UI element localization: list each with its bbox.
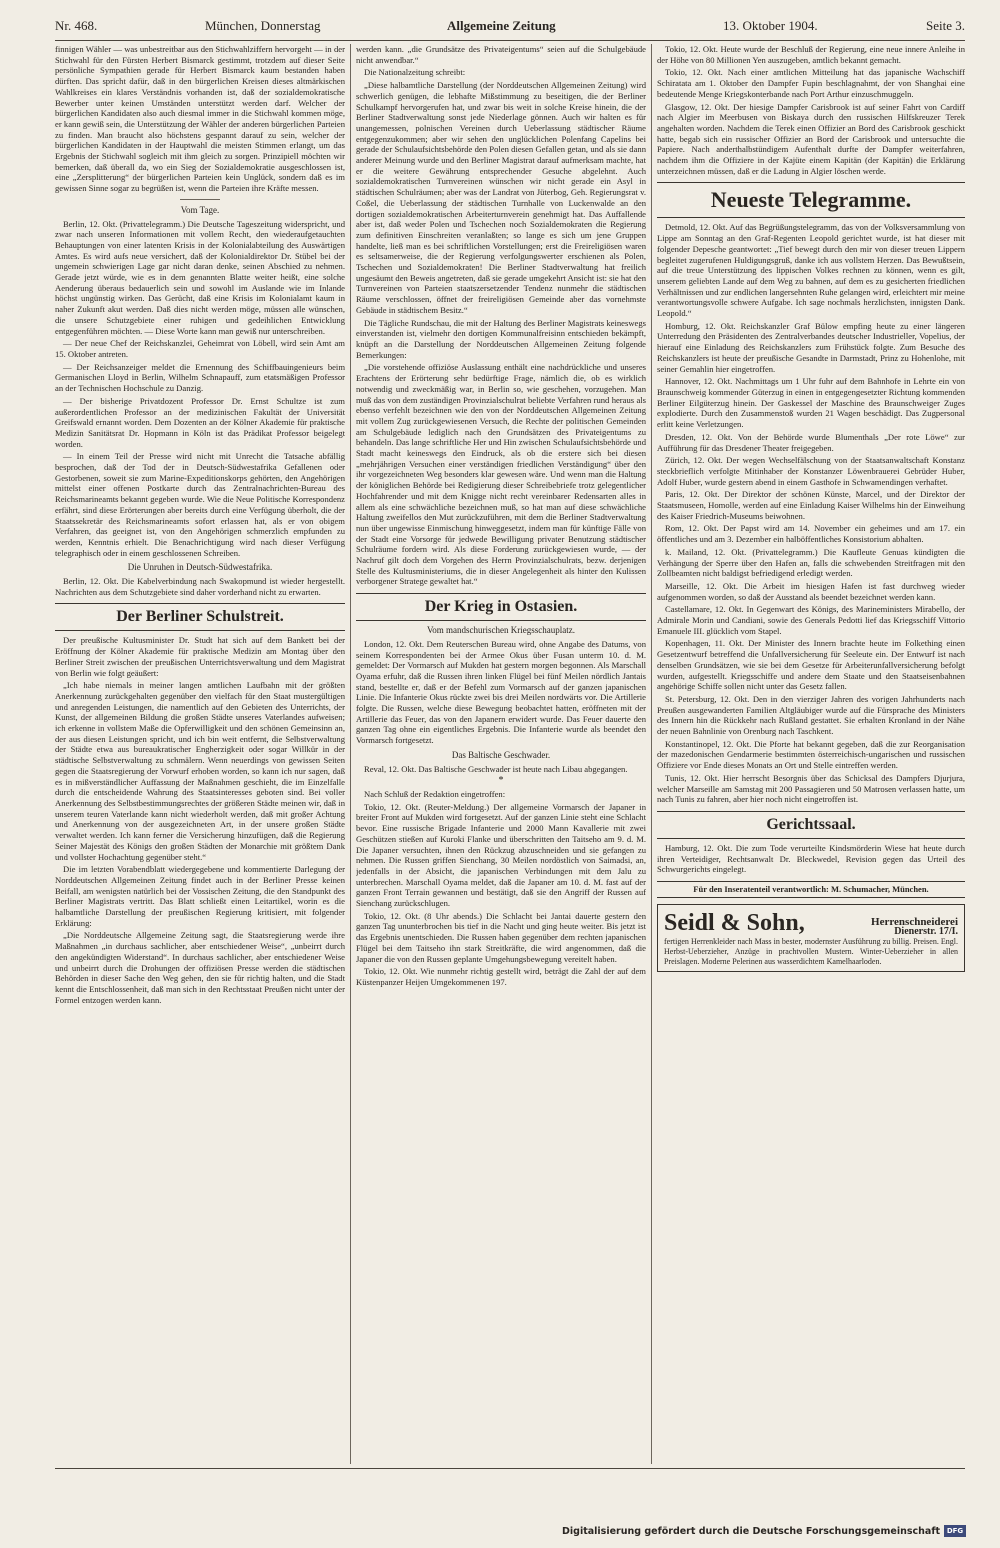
article-text: Tokio, 12. Okt. Heute wurde der Beschluß der Regierung, eine neue innere Anleihe in der Höhe von 80 Millionen Yen auszugeben, amtlich bekannt gemacht. [657,44,965,65]
dfg-logo: DFG [944,1525,966,1537]
article-text: Nach Schluß der Redaktion eingetroffen: [364,789,506,799]
issue-number: Nr. 468. [55,18,98,33]
article-text: Rom, 12. Okt. Der Papst wird am 14. November ein geheimes und am 17. ein öffentliches und am 3. Dezember ein halböffentliches Konsistorium abhalten. [657,523,965,545]
asterisk-divider: * [498,775,504,787]
column-1 [55,44,345,1464]
section-headline: Neueste Telegramme. [657,182,965,218]
article-text: Homburg, 12. Okt. Reichskanzler Graf Bülow empfing heute zu einer längeren Unterredung den Präsidenten des Zentralverbandes deutscher Industrieller, Vopelius, der hierauf eine Einladung des Reichskanzlers zum Frühstück folgte. Zum Besuche des Reichskanzlers ist heute der preußische Gesandte in Darmstadt, Prinz zu Hohenlohe, mit seiner Gemahlin hier eingetroffen. [657,320,965,374]
column-3 [657,44,965,1464]
article-text: Der preußische Kultusminister Dr. Studt hat sich auf dem Bankett bei der Eröffnung der Kölner Akademie für praktische Medizin am Montag über den Berliner Streit zwischen der preußischen Unterrichtsverwaltung und dem Magistrat von Berlin wie folgt geäußert: [55,635,345,678]
article-text: Tokio, 12. Okt. (Reuter-Meldung.) Der allgemeine Vormarsch der Japaner in breiter Front auf Mukden wird fortgesetzt. Auf der ganzen Linie steht eine Schlacht bevor. Eine russische Brigade Infanterie und 2000 Mann Kavallerie mit zwei Geschützen stießen auf Kuroki Flanke und überschritten den Taitseho am 9. d. M. Die Japaner versuchten, ihnen den Rückzug abzuschneiden und sie gefangen zu nehmen. Die Russen griffen Sienchang, 30 Meilen nordöstlich von Saimadsi, an, jedenfalls in der Absicht, die japanischen Verbindungen mit dem Jalu zu unterbrechen. Marschall Oyama meldet, daß die Japaner am 10. d. M. fast auf der ganzen Front Terrain gewannen und bestätigt, daß sie den Angriff der Russen auf Sienchang zurückschlugen. [356,801,646,909]
section-subheading: Vom mandschurischen Kriegsschauplatz. [426,625,576,636]
article-text: Reval, 12. Okt. Das Baltische Geschwader ist heute nach Libau abgegangen. [364,763,628,774]
footer-rule [55,1468,965,1469]
section-heading: Vom Tage. [180,204,220,215]
place-date: München, Donnerstag [205,18,321,33]
article-text: „Ich habe niemals in meiner langen amtlichen Laufbahn mit der größten Anerkennung zurückgehalten gegenüber den vielfach für den Staat mustergültigen und anregenden Leistungen, die namentlich auf den Gebieten des Unterrichts, der Kunst, der allgemeinen Bildung die großen Städte unseres Vaterlandes aufweisen; ich erkenne in vollstem Maße die Opferwilligkeit und den schönen Gemeinsinn an, der aus diesen Leistungen spricht, und ich bin weit entfernt, die Selbstverwaltung der Städte etwa aus bureaukratischer Engherzigkeit oder sogar Willkür in der städtische Selbstverwaltung zu schmälern. Wenn neuerdings von gewissen Seiten gegen die Staatsregierung der Vorwurf erhoben worden, so kann ich nur sagen, daß es in mißverständlicher Auffassung der Maßnahmen geschieht, die im Einzelfalle durch die entscheidende Wahrung des Staatsinteresses geboten sind. Bei voller Anerkennung des Selbstbestimmungsrechtes der größeren Städte meinen wir, daß in unserem teuren Vaterlande kann nicht wiederholt werden, daß mit großer Achtung und Anerkennung von der ausgezeichneten Art, in der unsere großen Städte verwaltet werden. Ich kann ferner die Versicherung hinzufügen, daß die Regierung Seiner Majestät des Königs den großen Städten der Monarchie mit größtem Dank und vollster Hochachtung gegenüber steht.“ [55,680,345,862]
responsible-editor-line: Für den Inseratenteil verantwortlich: M. Schumacher, München. [657,881,965,898]
article-text: London, 12. Okt. Dem Reuterschen Bureau wird, ohne Angabe des Datums, von seinem Korrespondenten bei der Armee Okus über Fusan unterm 10. d. M. gemeldet: Der Vormarsch auf Mukden hat gestern morgen begonnen. Als Marschall Oyama erfuhr, daß die Russen ihren linken Flügel bei fünf Meilen nördlich Jantais stand, bestellte er, daß er der Befehl zum Vormarsch auf der ganzen japanischen Linie. Die Infanterie Okus rückte zwei bis drei Meilen nordwärts vor. Die Artillerie folgte. Die Russen, welche diese Bewegung beobachtet hatten, eröffneten mit der Artillerie das Feuer, das von den Japanern erwidert wurde. Das Feuer dauerte den ganzen Tag ohne ein eigentliches Ergebnis. Die Infanterie wurde als beendet den Vormarsch fortgesetzt. [356,638,646,746]
article-text: Tokio, 12. Okt. (8 Uhr abends.) Die Schlacht bei Jantai dauerte gestern den ganzen Tag ununterbrochen bis tief in die Nacht und ging heute weiter. Bis jetzt ist das Ergebnis unentschieden. Die Russen haben gegenüber dem rechten japanischen Flügel bei dem Taitseho ihn stark Streitkräfte, die wird angenommen, daß die Japaner die von den Russen geplante Umgehungsbewegung vereitelt haben. [356,910,646,964]
page-number: Seite 3. [926,18,965,33]
article-text: werden kann. „die Grundsätze des Privateigentums“ seien auf die Schulgebäude nicht anwendbar.“ [356,44,646,65]
article-text: Castellamare, 12. Okt. In Gegenwart des Königs, des Marineministers Mirabello, der Admirale Morin und Candiani, sowie des Generals Pedotti lief das Kriegsschiff Vittorio Emanuele III. glücklich vom Stapel. [657,604,965,636]
page-header [55,16,965,38]
article-text: Glasgow, 12. Okt. Der hiesige Dampfer Carisbrook ist auf seiner Fahrt von Cardiff nach Algier im Meerbusen von Biskaya durch den russischen Hilfskreuzer Terek angehalten worden. Nachdem die Terek einen Offizier an Bord des Carisbrook geschickt hatte, begab sich ein russischer Offizier an Bord der Carisbrook und untersuchte die Papiere. Nach anderthalbstündigem Aufenthalt durfte der Dampfer weiterfahren, nachdem ihm die Offiziere in der Kajüte einem Kapitän (der Kapitän) die Erklärung unterzeichnen müssen, daß er die Ladung in Algier löschen werde. [657,101,965,176]
article-text: Kopenhagen, 11. Okt. Der Minister des Innern brachte heute im Folkething einen Gesetzentwurf betreffend die Unfallversicherung für Seeleute ein. Der Entwurf ist nach denselben Grundsätzen, wie sie bei dem Gesetze für Arbeiterunfallversicherung befolgt wurden, aufgestellt. Kriegsschiffe und andere dem Staate und den Staatseisenbahnen angehörige Schiffe sollen nicht unter das Gesetz fallen. [657,638,965,692]
article-text: — Der neue Chef der Reichskanzlei, Geheimrat von Löbell, wird sein Amt am 15. Oktober antreten. [55,338,345,359]
article-text: — Der bisherige Privatdozent Professor Dr. Ernst Schultze ist zum außerordentlichen Professor an der medizinischen Fakultät der Universität Greifswald ernannt worden. Dem Dozenten an der Kölner Akademie für praktische Medizin Sanitätsrat Dr. Hopmann in Köln ist das Prädikat Professor beigelegt worden. [55,395,345,449]
column-rule [651,44,652,1464]
article-text: Dresden, 12. Okt. Von der Behörde wurde Blumenthals „Der rote Löwe“ zur Aufführung für das Dresdener Theater freigegeben. [657,431,965,453]
article-text: Berlin, 12. Okt. Die Kabelverbindung nach Swakopmund ist wieder hergestellt. Nachrichten aus dem Schutzgebiete sind daher vorderhand nicht zu erwarten. [55,576,345,597]
section-headline: Gerichtssaal. [657,811,965,839]
column-rule [350,44,351,1464]
article-text: Berlin, 12. Okt. (Privattelegramm.) Die Deutsche Tageszeitung widerspricht, und zwar nach unseren Informationen mit vollem Recht, den wiederaufgetauchten Behauptungen von einer latenten Krisis in der Kolonialabteilung des Auswärtigen Amtes. Es wird aufs neue versichert, daß der Kolonialdirektor Dr. Stübel bei der ungemein schwierigen Lage gar nicht daran denke, seinen Abschied zu nehmen. Gerade jetzt würde, wie es in dem genannten Blatte weiter heißt, eine solche Aenderung überaus bedauerlich sein und sowohl im Auslande wie im Inlande höchst ungünstig wirken. Das Gerücht, daß eine Krisis im Kolonialamt kaum in naher Zukunft akut werden. Daß dies nicht werden möge, müssen alle wünschen, die unsere Schutzgebiete einer ruhigen und gedeihlichen Entwicklung entgegenführen möchten. — Diese Worte kann man gewiß nur unterschreiben. [55,218,345,336]
article-text: „Diese halbamtliche Darstellung (der Norddeutschen Allgemeinen Zeitung) wird schwerlich genügen, die lebhafte Mißstimmung zu beseitigen, die der Berliner Schulkampf hervorgerufen hat, und zwar bis weit in solche Kreise hinein, die der Berliner Stadtverwaltung sonst jede Niederlage gönnen. Auch wir halten es für unangemessen, polnischen Vereinen durch Ueberlassung städtischer Räume entgegenzukommen; aber wir sehen den unglücklichen Polenfang Capelins bei gerade der Schulaufsichtsbehörde den Polen diesen Gefallen getan, und als sie dann anderer Meinung wurde und den Berliner Magistrat darauf aufmerksam machte, hat er die weitere Gewährung entsprechender Gesuche abgelehnt. Auch sozialdemokratischen Turnvereinen wünschen wir nicht gerade ein Asyl in städtischen Schulräumen; aber was der Landrat von Jüterbog, Geh. Regierungsrat v. Coßel, die Ueberlassung der städtischen Turnhalle von Luckenwalde an den dortigen sozialdemokratischen Arbeiterturnverein genehmigt hat. Das Auffallende aber ist, daß weder Polen und Tschechen noch Sozialdemokraten die Regierung zum definitiven Einschreiten veranlaßten; so lange es sich um jene Gruppen handelte, ließ man es bei schriftlichen Vorstellungen; erst die Freireligiösen waren es seltsamerweise, die der Regierung verfolgungswerter erschienen als Polen, Tschechen und Sozialdemokraten! Die Berliner Stadtverwaltung hat freilich ungesäumt den Beweis angetreten, daß sie gerade umgekehrt Ansicht ist: sie hat den Turnvereinen von Parteien staatszersetzender Tendenz nunmehr die städtischen Räume verschlossen, öffnet der freireligiösen Gemeinde aber das vornehmste Gebäude in städtischem Besitz.“ [356,80,646,315]
article-text: finnigen Wähler — was unbestreitbar aus den Stichwahlziffern hervorgeht — in der Stichwahl für den Fürsten Herbert Bismarck gestimmt, trotzdem auf dieser Seite persönliche Sympathien gerade für Herbert Bismarck kaum bestanden haben dürften. Das spricht dafür, daß in den bürgerlichen Kreisen dieses altmärkischen Wahlkreises ein klares Verständnis vorhanden ist, daß der sozialdemokratische Bewerber unter keinen Umständen unterstützt werden darf. Welcher der bürgerlichen Kandidaten also auch diesmal immer in die Stichwahl kommen möge, er kann gewiß sein, die Unterstützung der Wähler der anderen bürgerlichen Parteien zu finden. Man braucht also höchstens gespannt darauf zu sein, welcher der bürgerlichen Kandidaten in der Hauptwahl die meisten Stimmen erlangt, um das Ergebnis der Stichwahl sogleich mit ihm gleich zu sorgen. Prinzipiell möchten wir bemerken, daß überall da, wo ein Sieg der Sozialdemokratie ausgeschlossen ist, eine „Zersplitterung“ der bürgerlichen Parteien kein Unglück, sondern daß es im gewissen Sinne sogar zu begrüßen ist, wenn die Parteien ihre Kräfte messen. [55,44,345,194]
article-text: Paris, 12. Okt. Der Direktor der schönen Künste, Marcel, und der Direktor der Staatsmuseen, Homolle, werden auf eine Einladung Kaiser Wilhelms hin der Einweihung des Kaiser Friedrich-Museums beiwohnen. [657,489,965,521]
advertisement-text: fertigen Herrenkleider nach Mass in bester, modernster Ausführung zu billig. Preisen. Engl. Herbst-Ueberzieher, Anzüge in prachtvollen Mustern. Winter-Ueberzieher in allen Preislagen. Moderne Pelerinen aus wasserdichtem Kamelhaarloden. [664,936,958,966]
dfg-footer [562,1524,966,1540]
separator [180,199,220,200]
article-text: Die Tägliche Rundschau, die mit der Haltung des Berliner Magistrats keineswegs einverstanden ist, vielmehr den dortigen Kommunalfreisinn entschieden bekämpft, knüpft an die Darstellung der Norddeutschen Allgemeinen Zeitung folgende Bemerkungen: [356,317,646,360]
newspaper-title: Allgemeine Zeitung [447,18,556,33]
section-headline: Der Krieg in Ostasien. [356,593,646,621]
advertiser-name: Seidl & Sohn, [664,909,805,936]
article-text: St. Petersburg, 12. Okt. Den in den vierziger Jahren des vorigen Jahrhunderts nach Preußen ausgewanderten Familien Altgläubiger wurde auf die Fürsprache des Ministers des Innern hin die Rückkehr nach Rußland gestattet. Sie erhalten Kronland in der Nähe der neuen Bahnlinie von Orenburg nach Taschkent. [657,693,965,737]
section-headline: Der Berliner Schulstreit. [55,603,345,631]
funding-note: Digitalisierung gefördert durch die Deutsche Forschungsgemeinschaft [562,1526,940,1537]
article-text: Marseille, 12. Okt. Die Arbeit im hiesigen Hafen ist fast durchweg wieder aufgenommen worden, so daß der Ausstand als beendet bezeichnet werden kann. [657,580,965,602]
article-text: k. Mailand, 12. Okt. (Privattelegramm.) Die Kaufleute Genuas kündigten die Verhängung der Sperre über den Hafen an, falls die schwebenden Streitfragen mit den Zollbeamten nicht baldigst befriedigend erledigt werden. [657,546,965,579]
article-text: Zürich, 12. Okt. Der wegen Wechselfälschung von der Staatsanwaltschaft Konstanz steckbrieflich verfolgte Mitinhaber der Konstanzer Löwenbrauerei Gebrüder Huber, Adolf Huber, wurde gestern abend in einem Gasthofe in Schwamendingen verhaftet. [657,455,965,487]
article-text: Die im letzten Vorabendblatt wiedergegebene und kommentierte Darlegung der Norddeutschen Allgemeinen Zeitung findet auch in der Berliner Presse keinen Beifall, am wenigsten natürlich bei der Vossischen Zeitung, die den Standpunkt des Berliner Magistrats vertritt. Das Blatt schließt einen Leitartikel, worin es die halbamtliche Darstellung der preußischen Regierung kritisiert, mit folgender Erklärung: [55,864,345,928]
article-text: — Der Reichsanzeiger meldet die Ernennung des Schiffbauingenieurs beim Germanischen Lloyd in Berlin, Wilhelm Schnapauff, zum etatsmäßigen Professor an der Technischen Hochschule zu Danzig. [55,361,345,394]
article-text: Die Nationalzeitung schreibt: [364,67,466,78]
article-text: Detmold, 12. Okt. Auf das Begrüßungstelegramm, das von der Volksversammlung von Lippe am Sonntag an den Graf-Regenten Leopold gerichtet wurde, ist hat dieser mit folgender Depesche geantwortet: „Tief bewegt durch den mir von dieser treuen Lippern begleitet zugerufenen Huldigungsgruß, danke ich aus vollstem Herzen. Das Bewußtsein, auf die treue Unterstützung des lippischen Volkes rechnen zu können, wenn es gilt, unserem geliebten Lande auf dem Weg zu bahnen, auf dem es zu gesicherten friedlichen Verhältnissen und zur endlichen langersehnten Ruhe gelangen wird, erleichtert mir meine verantwortungsvolle schwere Aufgabe. Ich sage nochmals herzlichsten, innigsten Dank. Leopold.“ [657,222,965,319]
article-text: Tokio, 12. Okt. Wie nunmehr richtig gestellt wird, beträgt die Zahl der auf dem Küstenpanzer Heijen Umgekommenen 197. [356,966,646,987]
advertisement-box [657,904,965,972]
article-text: Hamburg, 12. Okt. Die zum Tode verurteilte Kindsmörderin Wiese hat heute durch ihren Verteidiger, Rechtsanwalt Dr. Bleckwedel, Revision gegen das Urteil des Schwurgerichts eingelegt. [657,843,965,875]
column-2 [356,44,646,1464]
article-text: — In einem Teil der Presse wird nicht mit Unrecht die Tatsache abfällig besprochen, daß der Tod der in Deutsch-Südwestafrika Gefallenen oder Gestorbenen, soweit sie zum Marine-Expeditionskorps gehörten, den Angehörigen mittelst einer offenen Postkarte durch das Zentralnachrichten-Bureau des Reichsmarineamts bekannt gegeben wurde. Wie die Neue Politische Korrespondenz erfährt, sind diese Erörterungen aber bereits durch eine Verfügung überholt, die der Staatssekretär des Reichsmarineamts sofort erlassen hat, als er von obigem Verfahren, das geeignet ist, von den Angehörigen schmerzlich empfunden zu werden, Kenntnis erhielt. Die Benachrichtigung wird nach dieser Verfügung telegraphisch oder in einem geschlossenen Schreiben. [55,451,345,558]
article-text: „Die Norddeutsche Allgemeine Zeitung sagt, die Staatsregierung werde ihre Maßnahmen „in durchaus sachlicher, aber entschiedener Weise“, „unbeirrt durch den angekündigten Widerstand“. In durchaus sachlicher, aber entschiedener Weise und unbeirrt durch die Drohungen der offiziösen Presse werden die städtischen Behörden in dieser Sache den Weg gehen, den sie für richtig halten, und die Stadt kennt die Entschlossenheit, daß man sich in den Rechtsstaat Preußen nicht unter der Formel entzogen werden kann. [55,930,345,1005]
advertisement-header [664,909,958,937]
advertiser-trade: Herrenschneiderei [871,915,958,928]
advertiser-address: Dienerstr. 17/I. [894,925,958,937]
section-heading: Die Unruhen in Deutsch-Südwestafrika. [127,562,273,573]
article-text: „Die vorstehende offiziöse Auslassung enthält eine nachdrückliche und unseres Erachtens der Erörterung sehr bedürftige Frage, nämlich die, ob es wirklich notwendig und zweckmäßig war, in Berlin so, wie geschehen, vorzugehen. Man muß das von dem zuständigen Provinzialschulrat beliebte Verfahren rund heraus als ebenso verfehlt bezeichnen wie den von der Norddeutschen Allgemeinen Zeitung mit vollem Zug zurückgewiesenen Versuch, die Rechte der politischen Gemeinden am Schulgebäude lediglich nach den Grundsätzen des Privateigentums zu behandeln. Das lange schriftliche Her und Hin zwischen Schulaufsichtsbehörde und Stadt macht keineswegs den Eindruck, als ob die erstere sich bei diesen „mehrjährigen Versuchen einer verständigen friedlichen Verständigung“ über den ihr vorgezeichneten Weg besonders klar gewesen wäre. Und wenn man die Haltung der königlichen Behörde bei Redigierung dieser Schreibebriefe trotz gelegentlicher Hochfahrender und mit dem Knigge nicht recht vereinbarer Redensarten alles in allem als eine schwächliche bezeichnen muß, so hat man auf diese schwächliche Haltung zweifellos den Mut zurückzuführen, mit dem die Berliner Stadtverwaltung nun über ungewisse Einmischung hinweggesetzt, indem man für künftige Fälle von der Stadt eine Vorsorge für jedwede Bewilligung privater Benutzung städtischer Schulräume fordern wird. Als diese Forderung zurückgewiesen wurde, — der Nachruf gilt doch dem Vorgehen des Herrn Provinzialschulrats, bezw. derjenigen Stelle des Kultusministeriums, die in dieser Angelegenheit als hinter den Kulissen verborgener Stratege gewaltet hat.“ [356,362,646,587]
header-rule [55,40,965,41]
article-text: Hannover, 12. Okt. Nachmittags um 1 Uhr fuhr auf dem Bahnhofe in Lehrte ein von Braunschweig kommender Güterzug in einen in entgegengesetzter Richtung kommenden Berliner Eilgüterzug hinein. Der Gaskessel der Maschine des Braunschweiger Zuges explodierte. Durch den Zusammenstoß wurden 21 Wagen beschädigt. Das Zugpersonal erlitt keine Verletzungen. [657,376,965,430]
advertiser-details [871,917,958,937]
section-heading: Das Baltische Geschwader. [451,749,551,760]
article-text: Tunis, 12. Okt. Hier herrscht Besorgnis über das Schicksal des Dampfers Djurjura, welcher Marseille am Samstag mit 200 Passagieren und 50 Matrosen verlassen hatte, um nach Tunis zu fahren, aber hier noch nicht eingetroffen ist. [657,772,965,805]
article-text: Konstantinopel, 12. Okt. Die Pforte hat bekannt gegeben, daß die zur Reorganisation der mazedonischen Gendarmerie bestimmten österreichisch-ungarischen und russischen Offiziere vor Ende dieses Monats an Ort und Stelle eintreffen werden. [657,738,965,771]
article-text: Tokio, 12. Okt. Nach einer amtlichen Mitteilung hat das japanische Wachschiff Schiratata am 1. Oktober den Dampfer Fupin beschlagnahmt, der von Shanghai eine bedeutende Menge Kriegskonterbande nach Port Arthur einzuschmuggeln. [657,67,965,99]
issue-date: 13. Oktober 1904. [723,18,818,33]
